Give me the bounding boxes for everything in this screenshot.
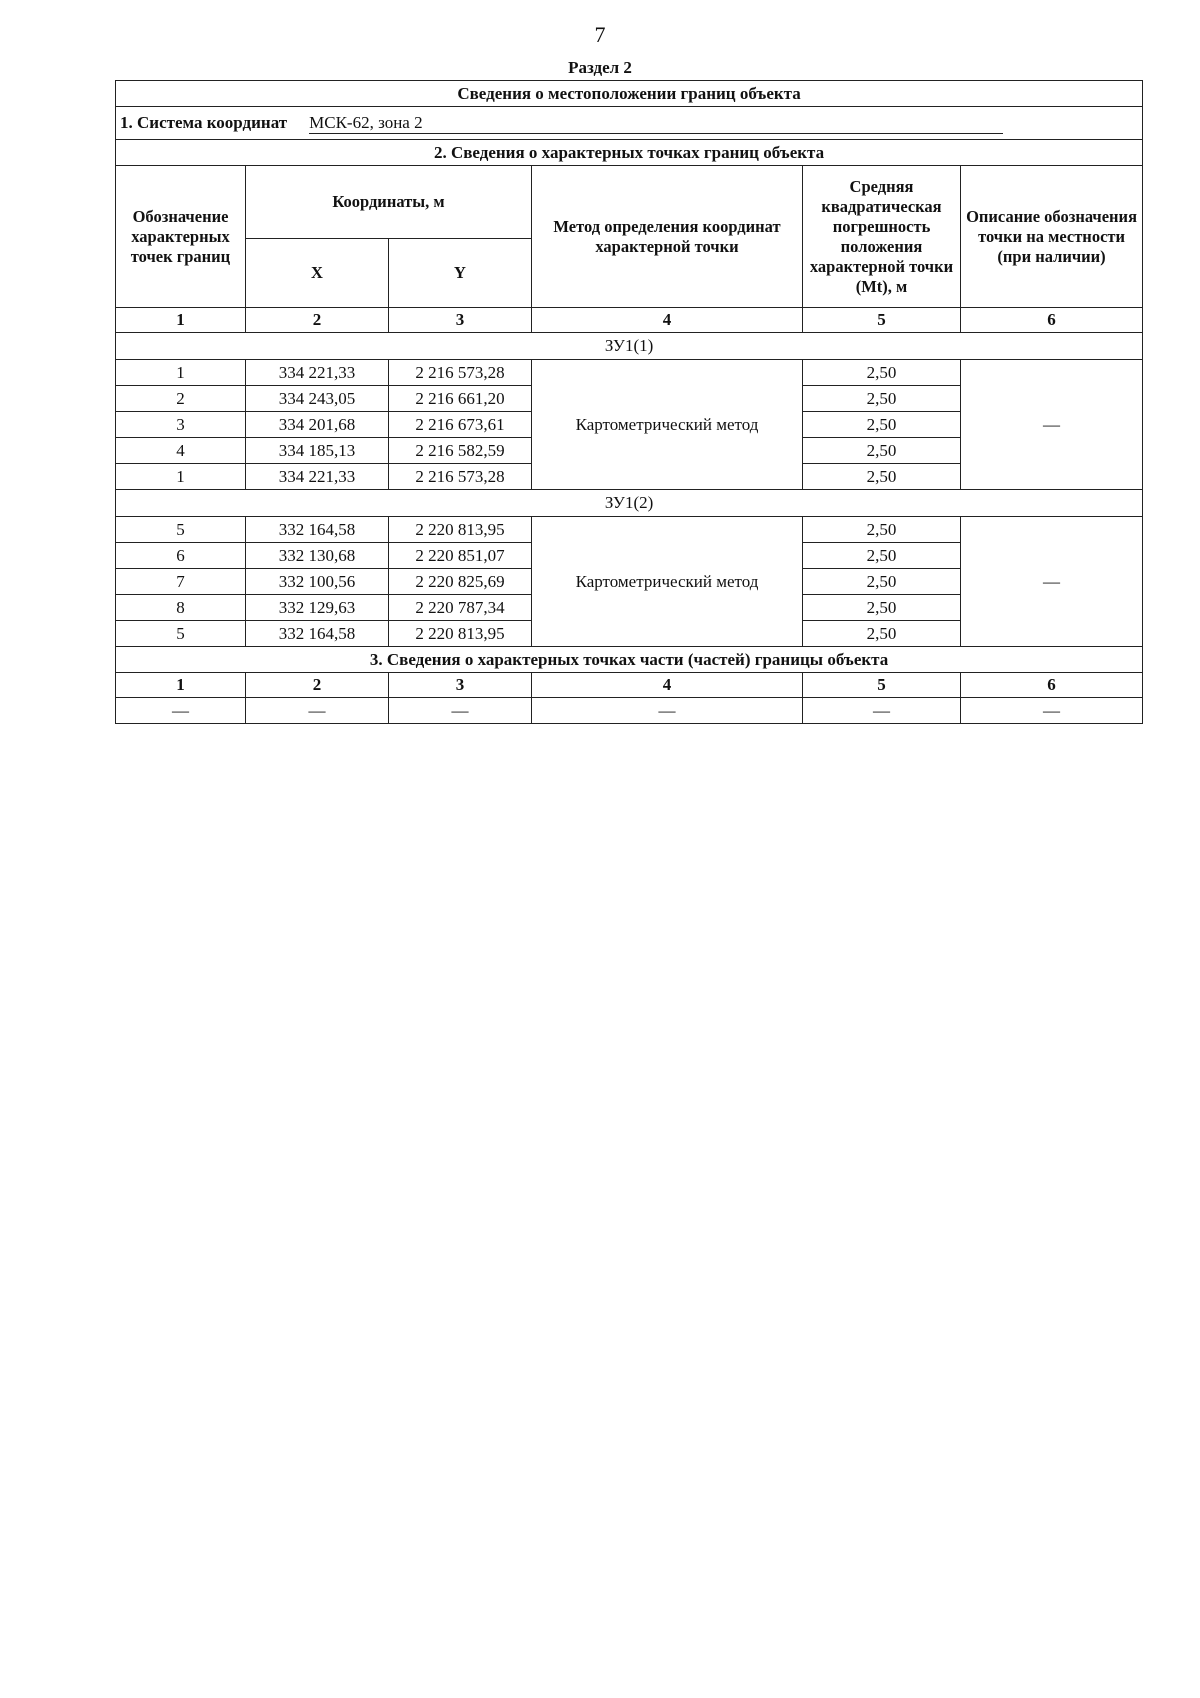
table-row	[116, 517, 1143, 543]
mt-value: 2,50	[803, 412, 961, 438]
coord-x: 334 221,33	[246, 360, 389, 386]
parts-column-number-row	[116, 673, 1143, 698]
coord-y: 2 216 673,61	[389, 412, 532, 438]
mt-value: 2,50	[803, 517, 961, 543]
header-y: Y	[389, 239, 532, 308]
coord-y: 2 220 825,69	[389, 569, 532, 595]
coord-x: 334 201,68	[246, 412, 389, 438]
coord-x: 332 164,58	[246, 517, 389, 543]
point-number: 3	[116, 412, 246, 438]
column-number: 5	[803, 308, 961, 333]
header-error: Средняя квадратическая погрешность положения характерной точки (Mt), м	[803, 166, 961, 308]
empty-dash-cell: —	[246, 698, 389, 724]
column-number: 2	[246, 308, 389, 333]
table-title: Сведения о местоположении границ объекта	[116, 81, 1143, 107]
point-number: 8	[116, 595, 246, 621]
coord-x: 334 185,13	[246, 438, 389, 464]
coord-y: 2 220 851,07	[389, 543, 532, 569]
column-number: 6	[961, 308, 1143, 333]
mt-value: 2,50	[803, 595, 961, 621]
mt-value: 2,50	[803, 464, 961, 490]
group-row	[116, 490, 1143, 517]
column-number: 1	[116, 308, 246, 333]
point-number: 4	[116, 438, 246, 464]
empty-dash-cell: —	[389, 698, 532, 724]
coord-system-label: 1. Система координат	[120, 112, 288, 132]
coord-y: 2 216 573,28	[389, 464, 532, 490]
coord-x: 332 164,58	[246, 621, 389, 647]
header-method: Метод определения координат характерной точки	[532, 166, 803, 308]
group-row	[116, 333, 1143, 360]
coord-system-value: МСК-62, зона 2	[309, 113, 1002, 134]
column-number: 3	[389, 673, 532, 698]
point-number: 1	[116, 464, 246, 490]
coord-x: 334 221,33	[246, 464, 389, 490]
points-section-title: 2. Сведения о характерных точках границ объекта	[116, 140, 1143, 166]
coord-y: 2 220 813,95	[389, 621, 532, 647]
point-number: 1	[116, 360, 246, 386]
column-number: 2	[246, 673, 389, 698]
table-row	[116, 360, 1143, 386]
column-number: 5	[803, 673, 961, 698]
coord-y: 2 220 787,34	[389, 595, 532, 621]
coord-x: 332 129,63	[246, 595, 389, 621]
method-cell: Картометрический метод	[532, 360, 803, 490]
mt-value: 2,50	[803, 569, 961, 595]
point-number: 7	[116, 569, 246, 595]
column-number: 1	[116, 673, 246, 698]
description-cell: —	[961, 360, 1143, 490]
header-coordinates: Координаты, м	[246, 166, 532, 239]
column-number-row	[116, 308, 1143, 333]
mt-value: 2,50	[803, 386, 961, 412]
column-number: 6	[961, 673, 1143, 698]
parts-row	[116, 698, 1143, 724]
coord-x: 332 100,56	[246, 569, 389, 595]
coord-x: 332 130,68	[246, 543, 389, 569]
point-number: 5	[116, 621, 246, 647]
column-number: 4	[532, 308, 803, 333]
description-cell: —	[961, 517, 1143, 647]
point-number: 6	[116, 543, 246, 569]
boundary-table	[115, 80, 1143, 724]
group-name: ЗУ1(1)	[116, 333, 1143, 360]
coord-y: 2 216 661,20	[389, 386, 532, 412]
header-x: X	[246, 239, 389, 308]
group-name: ЗУ1(2)	[116, 490, 1143, 517]
mt-value: 2,50	[803, 438, 961, 464]
column-number: 4	[532, 673, 803, 698]
parts-section-title: 3. Сведения о характерных точках части (частей) границы объекта	[116, 647, 1143, 673]
section-title: Раздел 2	[568, 58, 632, 77]
header-designation: Обозначение характерных точек границ	[116, 166, 246, 308]
column-number: 3	[389, 308, 532, 333]
coord-y: 2 216 582,59	[389, 438, 532, 464]
coord-y: 2 220 813,95	[389, 517, 532, 543]
empty-dash-cell: —	[532, 698, 803, 724]
mt-value: 2,50	[803, 543, 961, 569]
mt-value: 2,50	[803, 621, 961, 647]
empty-dash-cell: —	[803, 698, 961, 724]
coord-x: 334 243,05	[246, 386, 389, 412]
header-description: Описание обозначения точки на местности (при наличии)	[961, 166, 1143, 308]
empty-dash-cell: —	[116, 698, 246, 724]
mt-value: 2,50	[803, 360, 961, 386]
point-number: 2	[116, 386, 246, 412]
coord-system-row	[116, 107, 1143, 140]
empty-dash-cell: —	[961, 698, 1143, 724]
point-number: 5	[116, 517, 246, 543]
method-cell: Картометрический метод	[532, 517, 803, 647]
page-number: 7	[594, 22, 606, 47]
coord-y: 2 216 573,28	[389, 360, 532, 386]
